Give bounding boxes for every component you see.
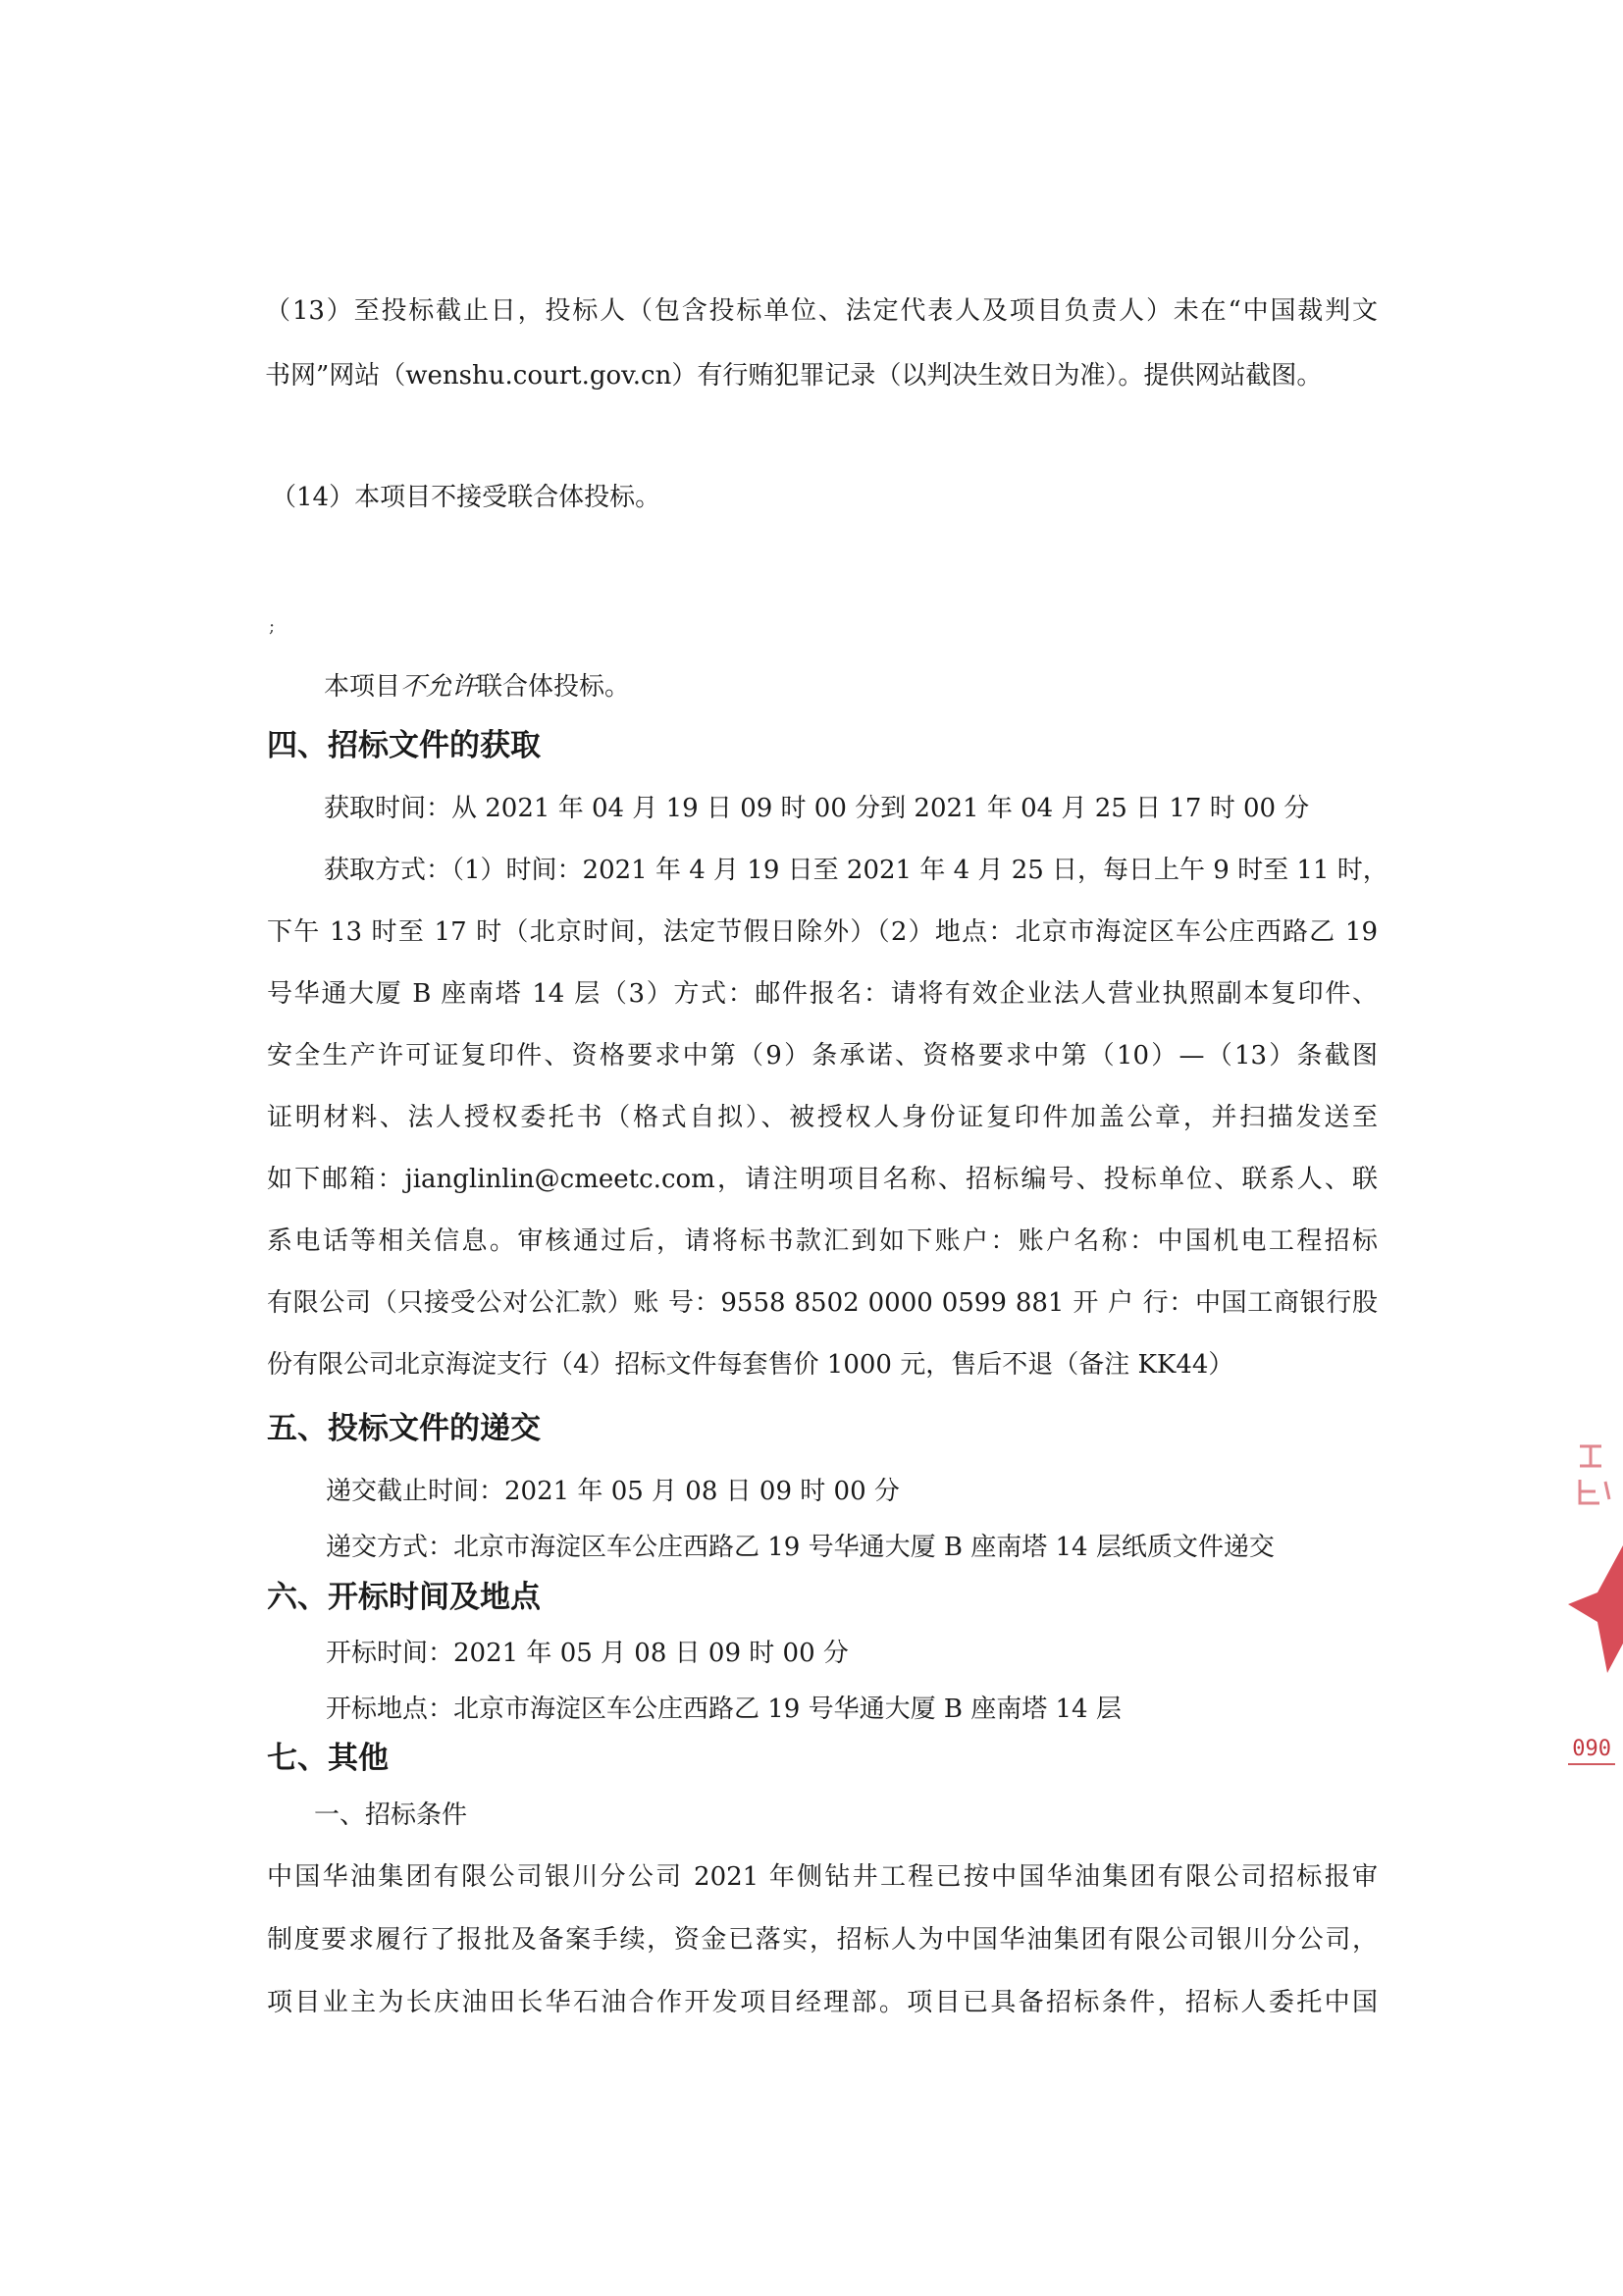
acquire-method-line: 有限公司（只接受公对公汇款）账 号：9558 8502 0000 0599 881 开 户 行：中国工商银行股 <box>267 1288 1378 1318</box>
stray-semicolon: ; <box>269 616 276 637</box>
acquire-method-line: 安全生产许可证复印件、资格要求中第（9）条承诺、资格要求中第（10）—（13）条截图 <box>267 1041 1378 1070</box>
item-14: （14）本项目不接受联合体投标。 <box>271 483 661 512</box>
consortium-italic: 不允许 <box>400 672 478 702</box>
acquire-time: 获取时间：从 2021 年 04 月 19 日 09 时 00 分到 2021 年 04 月 25 日 17 时 00 分 <box>324 794 1310 823</box>
tender-conditions-line: 制度要求履行了报批及备案手续，资金已落实，招标人为中国华油集团有限公司银川分公司， <box>267 1925 1378 1955</box>
consortium-suffix: 联合体投标。 <box>477 672 631 702</box>
opening-time: 开标时间：2021 年 05 月 08 日 09 时 00 分 <box>326 1639 849 1668</box>
acquire-method-line: 号华通大厦 B 座南塔 14 层（3）方式：邮件报名：请将有效企业法人营业执照副本复印件、 <box>267 979 1378 1009</box>
item-13-line-1: （13）至投标截止日，投标人（包含投标单位、法定代表人及项目负责人）未在“中国裁判文 <box>265 296 1378 326</box>
seal-stamp-fragment <box>1576 1440 1611 1516</box>
tender-conditions-line: 中国华油集团有限公司银川分公司 2021 年侧钻井工程已按中国华油集团有限公司招标报审 <box>267 1862 1378 1892</box>
seal-star-fragment <box>1568 1545 1623 1673</box>
acquire-method-line: 如下邮箱：jianglinlin@cmeetc.com，请注明项目名称、招标编号、投标单位、联系人、联 <box>267 1165 1378 1194</box>
section-4-heading: 四、招标文件的获取 <box>267 728 541 763</box>
acquire-method-line: 系电话等相关信息。审核通过后，请将标书款汇到如下账户：账户名称：中国机电工程招标 <box>267 1226 1378 1256</box>
consortium-prefix: 本项目 <box>324 672 401 702</box>
section-5-heading: 五、投标文件的递交 <box>267 1411 541 1446</box>
page-number: 090 <box>1568 1737 1615 1765</box>
seal-text-glyphs <box>1576 1440 1611 1509</box>
section-7-heading: 七、其他 <box>267 1741 389 1776</box>
submit-method: 递交方式：北京市海淀区车公庄西路乙 19 号华通大厦 B 座南塔 14 层纸质文件递交 <box>326 1533 1275 1562</box>
consortium-note <box>324 670 630 704</box>
item-13-line-2: 书网”网站（wenshu.court.gov.cn）有行贿犯罪记录（以判决生效日为准）。提供网站截图。 <box>265 361 1323 391</box>
acquire-method-line: 份有限公司北京海淀支行（4）招标文件每套售价 1000 元，售后不退（备注 KK44） <box>267 1350 1234 1380</box>
acquire-method-line: 下午 13 时至 17 时（北京时间，法定节假日除外）（2）地点：北京市海淀区车公庄西路乙 19 <box>267 917 1378 947</box>
acquire-method-line: 获取方式：（1）时间：2021 年 4 月 19 日至 2021 年 4 月 25 日，每日上午 9 时至 11 时， <box>324 856 1388 885</box>
tender-conditions-line: 项目业主为长庆油田长华石油合作开发项目经理部。项目已具备招标条件，招标人委托中国 <box>267 1988 1378 2017</box>
tender-conditions-heading: 一、招标条件 <box>314 1800 468 1830</box>
opening-place: 开标地点：北京市海淀区车公庄西路乙 19 号华通大厦 B 座南塔 14 层 <box>326 1695 1122 1724</box>
submit-deadline: 递交截止时间：2021 年 05 月 08 日 09 时 00 分 <box>326 1477 900 1506</box>
section-6-heading: 六、开标时间及地点 <box>267 1580 541 1615</box>
acquire-method-line: 证明材料、法人授权委托书（格式自拟）、被授权人身份证复印件加盖公章，并扫描发送至 <box>267 1103 1378 1132</box>
